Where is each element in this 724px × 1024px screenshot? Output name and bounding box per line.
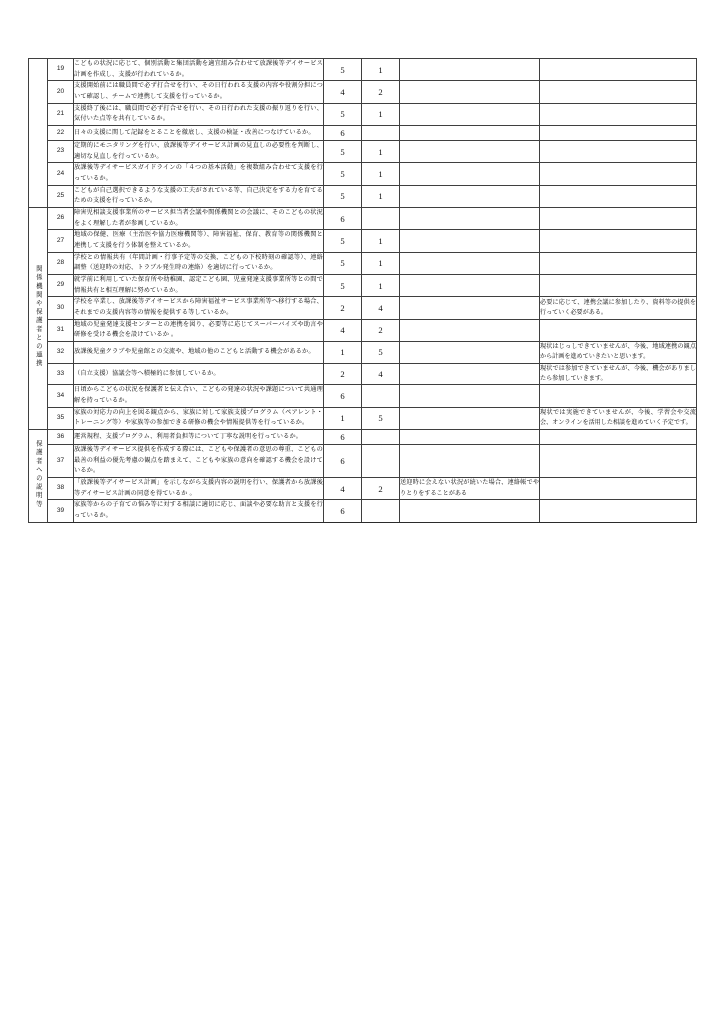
table-row	[29, 230, 697, 252]
score-no: 1	[362, 59, 400, 81]
score-no: 1	[362, 103, 400, 125]
score-yes: 5	[324, 163, 362, 185]
comment-improve	[540, 429, 697, 444]
comment-improve	[540, 385, 697, 407]
score-no: 1	[362, 252, 400, 274]
table-row	[29, 103, 697, 125]
table-row	[29, 407, 697, 429]
score-yes: 5	[324, 141, 362, 163]
table-row	[29, 185, 697, 207]
comment-improve	[540, 500, 697, 522]
score-no: 5	[362, 341, 400, 363]
table-row	[29, 445, 697, 478]
table-row	[29, 478, 697, 500]
table-row	[29, 297, 697, 319]
table-row	[29, 319, 697, 341]
comment-improve	[540, 141, 697, 163]
score-yes: 5	[324, 185, 362, 207]
question-text: 日頃からこどもの状況を保護者と伝え合い、こどもの発達の状況や課題について共通理解を持っているか。	[74, 385, 324, 407]
comment-strength	[400, 319, 540, 341]
row-number: 22	[48, 125, 74, 140]
category-label-2	[29, 208, 48, 430]
score-no: 2	[362, 81, 400, 103]
question-text: こどもが自己選択できるような支援の工夫がされている等、自己決定をする力を育てるための支援を行っているか。	[74, 185, 324, 207]
row-number: 27	[48, 230, 74, 252]
table-row	[29, 59, 697, 81]
question-text: 地域の保健、医療（主治医や協力医療機関等）、障害福祉、保育、教育等の関係機関と連携して支援を行う体制を整えているか。	[74, 230, 324, 252]
comment-improve	[540, 125, 697, 140]
comment-strength	[400, 341, 540, 363]
comment-improve	[540, 478, 697, 500]
score-no: 4	[362, 363, 400, 385]
question-text: 放課後児童クラブや児童館との交流や、地域の他のこどもと活動する機会があるか。	[74, 341, 324, 363]
score-no: 2	[362, 478, 400, 500]
table-row	[29, 363, 697, 385]
comment-strength	[400, 230, 540, 252]
question-text: （自立支援）協議会等へ積極的に参加しているか。	[74, 363, 324, 385]
row-number: 26	[48, 208, 74, 230]
question-text: 放課後等デイサービスガイドラインの「４つの基本活動」を複数組み合わせて支援を行っているか。	[74, 163, 324, 185]
score-yes: 5	[324, 252, 362, 274]
row-number: 30	[48, 297, 74, 319]
score-no	[362, 500, 400, 522]
score-yes: 1	[324, 407, 362, 429]
row-number: 29	[48, 274, 74, 296]
score-no	[362, 445, 400, 478]
comment-strength	[400, 407, 540, 429]
comment-improve	[540, 81, 697, 103]
question-text: こどもの状況に応じて、個別活動と集団活動を適宜組み合わせて放課後等デイサービス計画を作成し、支援が行われているか。	[74, 59, 324, 81]
question-text: 「放課後等デイサービス計画」を示しながら支援内容の説明を行い、保護者から放課後等デイサービス計画の同意を得ているか 。	[74, 478, 324, 500]
question-text: 支援開始前には職員間で必ず打合せを行い、その日行われる支援の内容や役割分担について確認し、チームで連携して支援を行っているか。	[74, 81, 324, 103]
question-text: 運営規程、支援プログラム、利用者負担等について丁寧な説明を行っているか。	[74, 429, 324, 444]
table-row	[29, 274, 697, 296]
table-body	[29, 59, 697, 523]
comment-improve: 必要に応じて、連携会議に参加したり、資料等の提供を行っていく必要がある。	[540, 297, 697, 319]
score-yes: 4	[324, 478, 362, 500]
comment-improve: 現状では実施できていませんが、今後、学習会や交流会、オンラインを活用した相談を進めていく予定です。	[540, 407, 697, 429]
row-number: 34	[48, 385, 74, 407]
score-yes: 5	[324, 274, 362, 296]
comment-strength	[400, 445, 540, 478]
comment-improve: 現状では参加できていませんが、今後、機会がありましたら参加していきます。	[540, 363, 697, 385]
comment-strength	[400, 500, 540, 522]
row-number: 20	[48, 81, 74, 103]
comment-strength	[400, 252, 540, 274]
comment-strength	[400, 81, 540, 103]
score-yes: 6	[324, 208, 362, 230]
row-number: 32	[48, 341, 74, 363]
table-row	[29, 125, 697, 140]
row-number: 28	[48, 252, 74, 274]
score-yes: 4	[324, 81, 362, 103]
self-evaluation-table	[28, 58, 697, 523]
score-yes: 6	[324, 429, 362, 444]
table-row	[29, 163, 697, 185]
comment-strength	[400, 163, 540, 185]
question-text: 学校との情報共有（年間計画・行事予定等の交換、こどもの下校時刻の確認等）、連絡調整（送迎時の対応、トラブル発生時の連絡）を適切に行っているか。	[74, 252, 324, 274]
question-text: 支援終了後には、職員間で必ず打合せを行い、その日行われた支援の振り返りを行い、気付いた点等を共有しているか。	[74, 103, 324, 125]
comment-improve	[540, 185, 697, 207]
score-yes: 2	[324, 363, 362, 385]
table-row	[29, 252, 697, 274]
score-yes: 4	[324, 319, 362, 341]
comment-improve	[540, 445, 697, 478]
score-no: 1	[362, 163, 400, 185]
row-number: 25	[48, 185, 74, 207]
question-text: 地域の児童発達支援センターとの連携を図り、必要等に応じてスーパーバイズや助言や研修を受ける機会を設けているか 。	[74, 319, 324, 341]
score-no	[362, 385, 400, 407]
score-no: 1	[362, 274, 400, 296]
comment-strength	[400, 125, 540, 140]
question-text: 障害児相談支援事業所のサービス担当者会議や関係機関との会議に、そのこどもの状況をよく理解した者が参画しているか。	[74, 208, 324, 230]
row-number: 24	[48, 163, 74, 185]
score-no: 1	[362, 141, 400, 163]
comment-strength	[400, 208, 540, 230]
comment-strength: 送迎時に会えない状況が続いた場合、連絡帳でやりとりをすることがある	[400, 478, 540, 500]
table-row	[29, 208, 697, 230]
comment-improve	[540, 103, 697, 125]
table-row	[29, 141, 697, 163]
score-yes: 6	[324, 385, 362, 407]
question-text: 日々の支援に関して記録をとることを徹底し、支援の検証・改善につなげているか。	[74, 125, 324, 140]
score-no	[362, 125, 400, 140]
row-number: 35	[48, 407, 74, 429]
comment-improve	[540, 252, 697, 274]
row-number: 31	[48, 319, 74, 341]
comment-improve: 現状はじっしできていませんが、今後、地域連携の観点から計画を進めていきたいと思います。	[540, 341, 697, 363]
score-yes: 6	[324, 445, 362, 478]
score-no: 4	[362, 297, 400, 319]
question-text: 放課後等デイサービス提供を作成する際には、こどもや保護者の意思の尊重、こどもの最善の利益の優先考慮の観点を踏まえて、こどもや家族の意向を確認する機会を設けているか。	[74, 445, 324, 478]
score-no: 1	[362, 185, 400, 207]
comment-strength	[400, 385, 540, 407]
score-yes: 5	[324, 59, 362, 81]
score-no: 5	[362, 407, 400, 429]
score-no	[362, 208, 400, 230]
comment-improve	[540, 274, 697, 296]
row-number: 19	[48, 59, 74, 81]
question-text: 就学前に利用していた保育所や幼稚園、認定こども園、児童発達支援事業所等との間で情報共有と相互理解に努めているか。	[74, 274, 324, 296]
comment-improve	[540, 208, 697, 230]
comment-improve	[540, 163, 697, 185]
row-number: 39	[48, 500, 74, 522]
score-no	[362, 429, 400, 444]
category-label-3	[29, 429, 48, 522]
question-text: 家族の対応力の向上を図る観点から、家族に対して家族支援プログラム（ペアレント・トレーニング等）や家族等の参加できる研修の機会や情報提供等を行っているか。	[74, 407, 324, 429]
comment-improve	[540, 319, 697, 341]
comment-improve	[540, 230, 697, 252]
comment-strength	[400, 274, 540, 296]
comment-strength	[400, 141, 540, 163]
score-no: 2	[362, 319, 400, 341]
comment-strength	[400, 363, 540, 385]
score-yes: 5	[324, 230, 362, 252]
comment-improve	[540, 59, 697, 81]
score-no: 1	[362, 230, 400, 252]
row-number: 23	[48, 141, 74, 163]
row-number: 37	[48, 445, 74, 478]
comment-strength	[400, 429, 540, 444]
table-row	[29, 341, 697, 363]
comment-strength	[400, 59, 540, 81]
category-vertical-text: 保護者への説明等	[34, 439, 42, 509]
comment-strength	[400, 297, 540, 319]
comment-strength	[400, 185, 540, 207]
question-text: 学校を卒業し、放課後等デイサービスから障害福祉サービス事業所等へ移行する場合、それまでの支援内容等の情報を提供する等しているか。	[74, 297, 324, 319]
table-row	[29, 429, 697, 444]
question-text: 家族等からの子育ての悩み等に対する相談に適切に応じ、面談や必要な助言と支援を行っているか。	[74, 500, 324, 522]
table-row	[29, 500, 697, 522]
table-row	[29, 385, 697, 407]
row-number: 21	[48, 103, 74, 125]
row-number: 38	[48, 478, 74, 500]
category-vertical-text: 関係機関や保護者との連携	[34, 265, 42, 369]
score-yes: 2	[324, 297, 362, 319]
score-yes: 1	[324, 341, 362, 363]
score-yes: 6	[324, 500, 362, 522]
table-row	[29, 81, 697, 103]
category-label-1	[29, 59, 48, 208]
comment-strength	[400, 103, 540, 125]
score-yes: 5	[324, 103, 362, 125]
row-number: 33	[48, 363, 74, 385]
score-yes: 6	[324, 125, 362, 140]
question-text: 定期的にモニタリングを行い、放課後等デイサービス計画の見直しの必要性を判断し、適切な見直しを行っているか。	[74, 141, 324, 163]
row-number: 36	[48, 429, 74, 444]
